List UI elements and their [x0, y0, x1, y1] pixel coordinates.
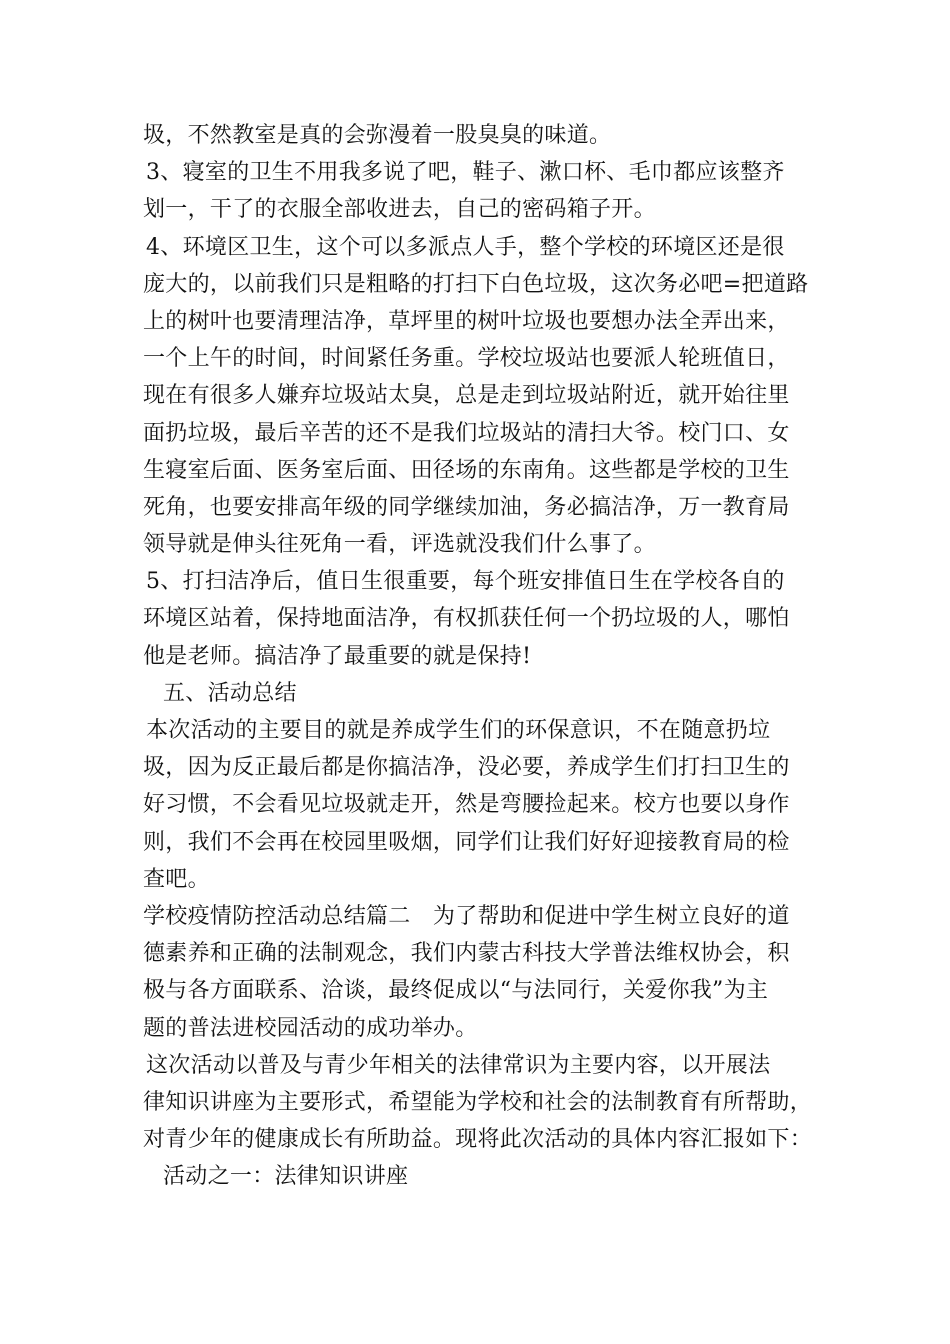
text-line: 5、打扫洁净后，值日生很重要，每个班安排值日生在学校各自的 [146, 569, 785, 595]
text-line: 面扔垃圾，最后辛苦的还不是我们垃圾站的清扫大爷。校门口、女 [143, 420, 790, 446]
text-line: 3、寝室的卫生不用我多说了吧，鞋子、漱口杯、毛巾都应该整齐 [146, 160, 785, 186]
text-line: 这次活动以普及与青少年相关的法律常识为主要内容，以开展法 [146, 1052, 771, 1078]
text-line: 环境区站着，保持地面洁净，有权抓获任何一个扔垃圾的人，哪怕 [143, 606, 790, 632]
text-line: 划一，干了的衣服全部收进去，自己的密码箱子开。 [143, 197, 656, 223]
text-line: 4、环境区卫生，这个可以多派点人手，整个学校的环境区还是很 [146, 234, 785, 260]
text-line: 庞大的，以前我们只是粗略的打扫下白色垃圾，这次务必吧=把道路 [143, 271, 809, 297]
text-line: 圾，因为反正最后都是你搞洁净，没必要，养成学生们打扫卫生的 [143, 755, 790, 781]
text-line: 查吧。 [143, 866, 210, 892]
text-line: 德素养和正确的法制观念，我们内蒙古科技大学普法维权协会，积 [143, 941, 790, 967]
text-line: 则，我们不会再在校园里吸烟，同学们让我们好好迎接教育局的检 [143, 829, 790, 855]
section-heading: 五、活动总结 [163, 680, 297, 706]
text-line: 死角，也要安排高年级的同学继续加油，务必搞洁净，万一教育局 [143, 494, 790, 520]
text-line: 好习惯，不会看见垃圾就走开，然是弯腰捡起来。校方也要以身作 [143, 792, 790, 818]
text-line: 一个上午的时间，时间紧任务重。学校垃圾站也要派人轮班值日， [143, 346, 790, 372]
text-line: 极与各方面联系、洽谈，最终促成以“与法同行，关爱你我”为主 [143, 978, 769, 1004]
section-heading: 活动之一：法律知识讲座 [163, 1164, 409, 1190]
text-line: 上的树叶也要清理洁净，草坪里的树叶垃圾也要想办法全弄出来， [143, 308, 790, 334]
text-line: 题的普法进校园活动的成功举办。 [143, 1015, 478, 1041]
text-line: 学校疫情防控活动总结篇二 为了帮助和促进中学生树立良好的道 [143, 903, 790, 929]
text-line: 律知识讲座为主要形式，希望能为学校和社会的法制教育有所帮助， [143, 1089, 813, 1115]
text-line: 圾，不然教室是真的会弥漫着一股臭臭的味道。 [143, 123, 612, 148]
text-line: 对青少年的健康成长有所助益。现将此次活动的具体内容汇报如下： [143, 1127, 813, 1153]
document-body [143, 117, 813, 1195]
text-line: 本次活动的主要目的就是养成学生们的环保意识，不在随意扔垃 [146, 718, 771, 743]
text-line: 现在有很多人嫌弃垃圾站太臭，总是走到垃圾站附近，就开始往里 [143, 383, 790, 409]
text-line: 领导就是伸头往死角一看，评选就没我们什么事了。 [143, 532, 656, 558]
text-line: 生寝室后面、医务室后面、田径场的东南角。这些都是学校的卫生 [143, 457, 790, 483]
text-line: 他是老师。搞洁净了最重要的就是保持! [143, 643, 532, 669]
